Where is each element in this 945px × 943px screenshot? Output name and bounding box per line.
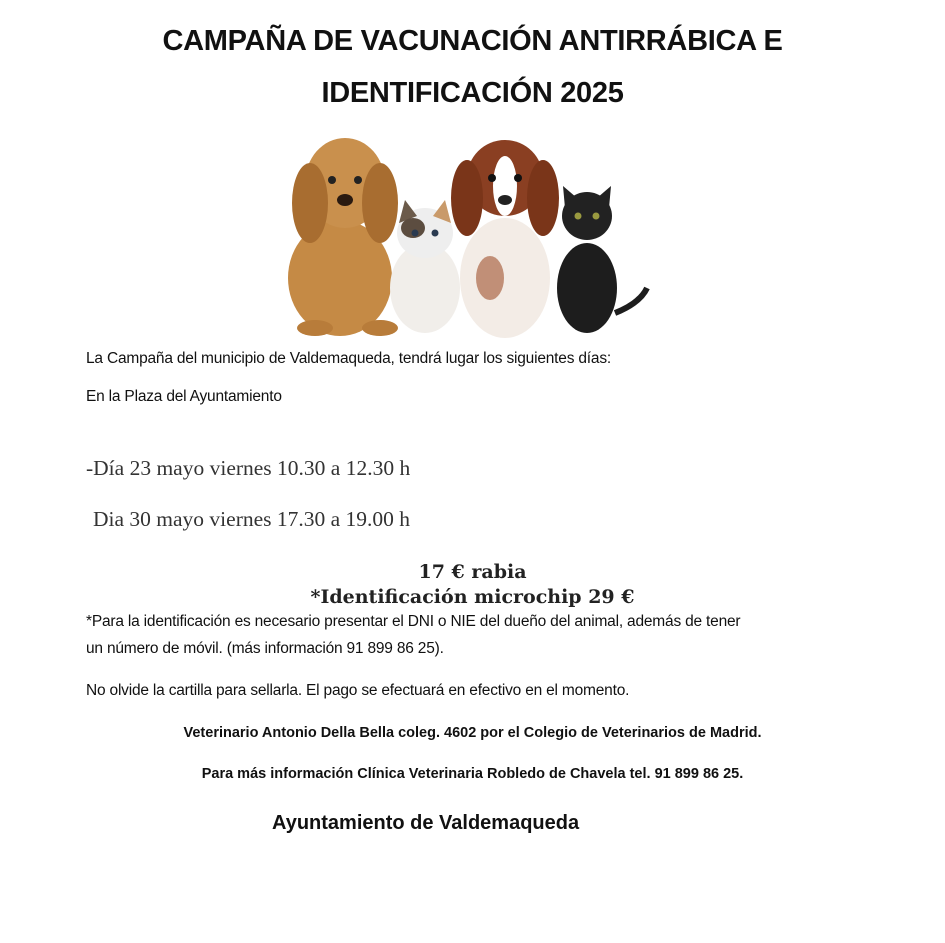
kitten-calico-image — [390, 200, 460, 333]
note-line-1: *Para la identificación es necesario presentar el DNI o NIE del dueño del animal, además de tener — [86, 613, 741, 630]
note-line-2: un número de móvil. (más información 91 899 86 25). — [86, 640, 444, 657]
veterinarian-text: Veterinario Antonio Della Bella coleg. 4602 por el Colegio de Veterinarios de Madrid. — [183, 725, 762, 741]
intro-text: La Campaña del municipio de Valdemaqueda, tendrá lugar los siguientes días: — [86, 350, 611, 367]
signature: Ayuntamiento de Valdemaqueda — [272, 812, 580, 834]
reminder-text: No olvide la cartilla para sellarla. El pago se efectuará en efectivo en el momento. — [86, 682, 630, 699]
date-2: Dia 30 mayo viernes 17.30 a 19.00 h — [93, 507, 411, 531]
black-kitten-image — [557, 186, 647, 333]
price-rabies: 17 € rabia — [418, 561, 527, 583]
price-microchip: *Identificación microchip 29 € — [310, 586, 635, 608]
title-line-1: CAMPAÑA DE VACUNACIÓN ANTIRRÁBICA E — [162, 25, 783, 57]
date-1: -Día 23 mayo viernes 10.30 a 12.30 h — [86, 456, 411, 480]
pets-image — [275, 128, 655, 340]
title-line-2: IDENTIFICACIÓN 2025 — [321, 77, 624, 109]
cavalier-dog-image — [451, 140, 559, 338]
spaniel-puppy-image — [288, 138, 398, 336]
more-info-text: Para más información Clínica Veterinaria Robledo de Chavela tel. 91 899 86 25. — [201, 766, 744, 782]
location-text: En la Plaza del Ayuntamiento — [86, 388, 282, 405]
